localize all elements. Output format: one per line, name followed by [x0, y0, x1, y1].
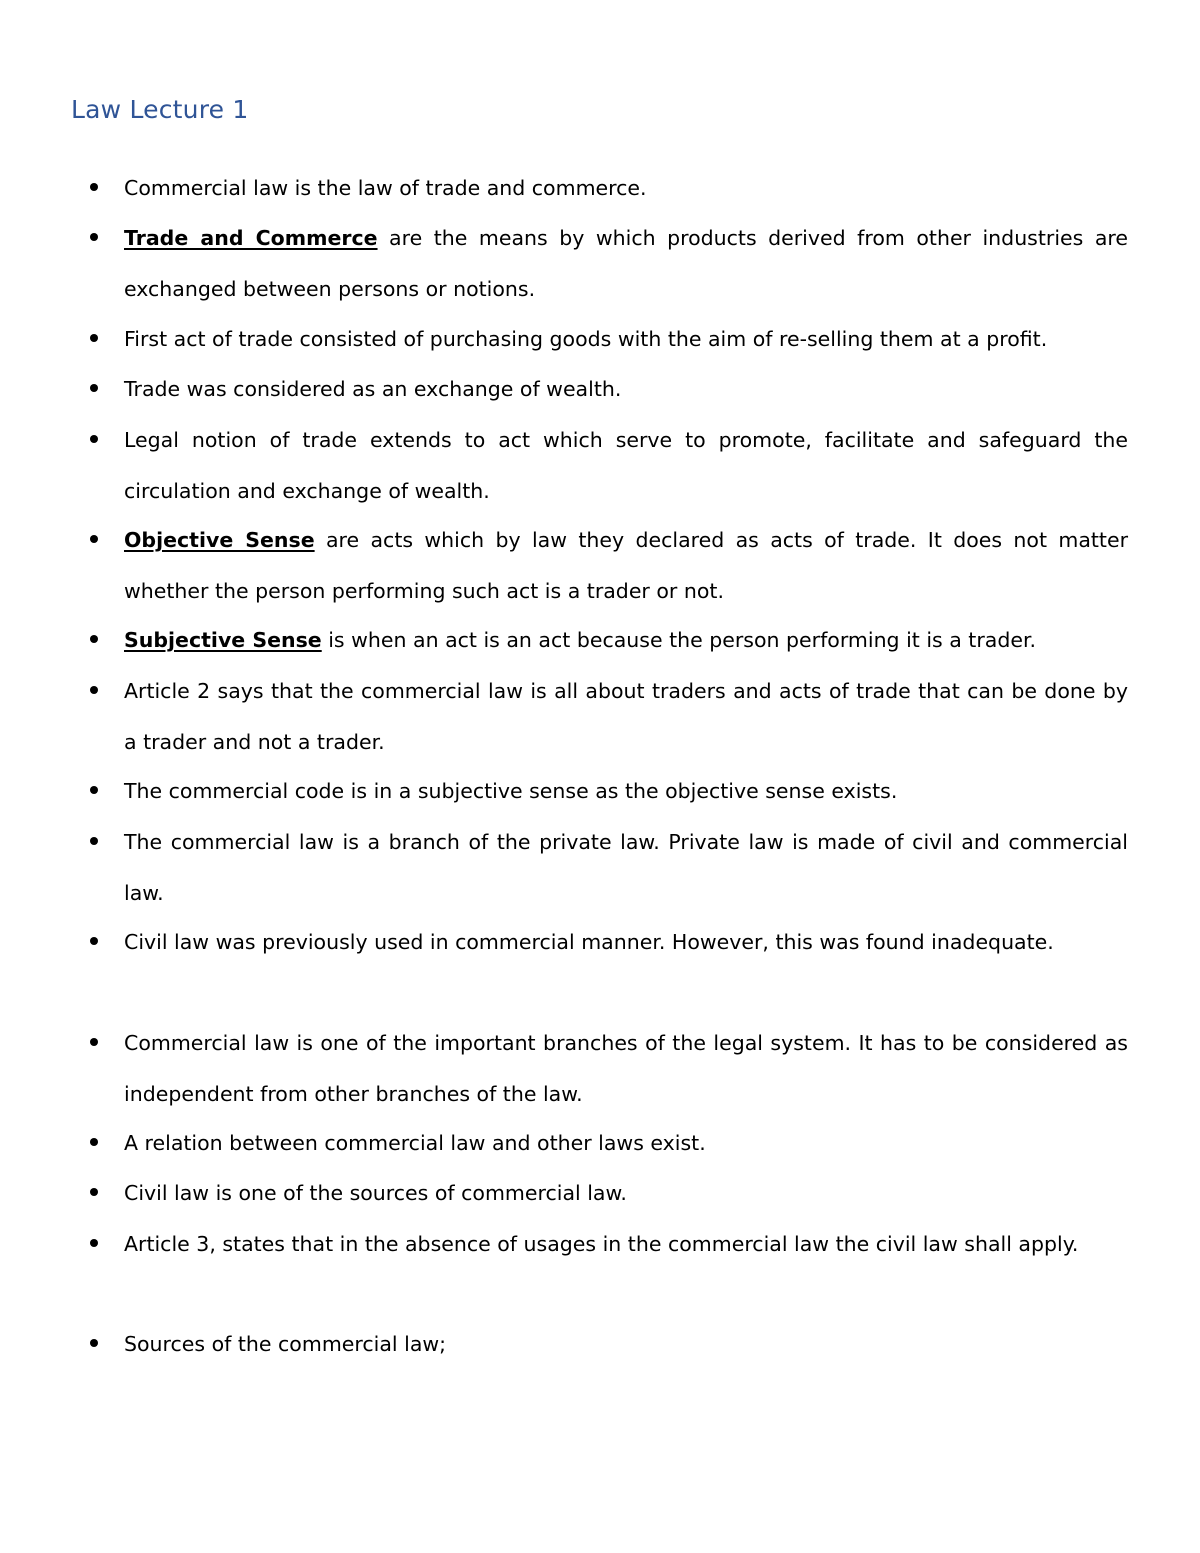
bullet-icon [88, 415, 100, 465]
bullet-icon [88, 1018, 100, 1068]
bullet-icon [88, 364, 100, 414]
term-label: Subjective Sense [124, 628, 322, 652]
list-item-text: Legal notion of trade extends to act which serve to promote, facilitate and safeguard the circulation and exchange of wealth. [124, 428, 1128, 503]
bullet-icon [88, 1118, 100, 1168]
bullet-icon [88, 666, 100, 716]
list-item-text: Trade was considered as an exchange of wealth. [124, 377, 622, 401]
list-item-text: The commercial law is a branch of the private law. Private law is made of civil and commercial law. [124, 830, 1128, 905]
list-item-text: Civil law was previously used in commercial manner. However, this was found inadequate. [124, 930, 1054, 954]
list-item-text: Commercial law is one of the important branches of the legal system. It has to be considered as independent from other branches of the law. [124, 1031, 1128, 1106]
bullet-icon [88, 1319, 100, 1369]
list-item-text: Commercial law is the law of trade and commerce. [124, 176, 647, 200]
bullet-icon [88, 615, 100, 665]
bullet-icon [88, 314, 100, 364]
list-item-text [124, 213, 1128, 314]
term-definition: is when an act is an act because the person performing it is a trader. [321, 628, 1037, 652]
list-item-text: Article 3, states that in the absence of usages in the commercial law the civil law shall apply. [124, 1232, 1079, 1256]
bullet-icon [88, 1168, 100, 1218]
term-label: Trade and Commerce [124, 226, 378, 250]
list-item-text: Article 2 says that the commercial law is all about traders and acts of trade that can be done by a trader and not a trader. [124, 679, 1128, 754]
bullet-icon [88, 163, 100, 213]
list-item-text: First act of trade consisted of purchasing goods with the aim of re-selling them at a profit. [124, 327, 1048, 351]
list-item-text [124, 515, 1128, 616]
list-item-text: A relation between commercial law and other laws exist. [124, 1131, 706, 1155]
bullet-icon [88, 917, 100, 967]
bullet-icon [88, 766, 100, 816]
list-item-text: The commercial code is in a subjective sense as the objective sense exists. [124, 779, 898, 803]
term-definition: are acts which by law they declared as acts of trade. It does not matter whether the person performing such act is a trader or not. [124, 528, 1128, 603]
bullet-icon [88, 1219, 100, 1269]
list-item-text [124, 615, 1128, 666]
list-item-text: Civil law is one of the sources of commercial law. [124, 1181, 627, 1205]
bullet-icon [88, 515, 100, 565]
bullet-icon [88, 817, 100, 867]
document-title: Law Lecture 1 [71, 95, 249, 124]
term-definition: are the means by which products derived from other industries are exchanged between persons or notions. [124, 226, 1128, 301]
term-label: Objective Sense [124, 528, 315, 552]
list-item-text: Sources of the commercial law; [124, 1332, 447, 1356]
bullet-icon [88, 213, 100, 263]
